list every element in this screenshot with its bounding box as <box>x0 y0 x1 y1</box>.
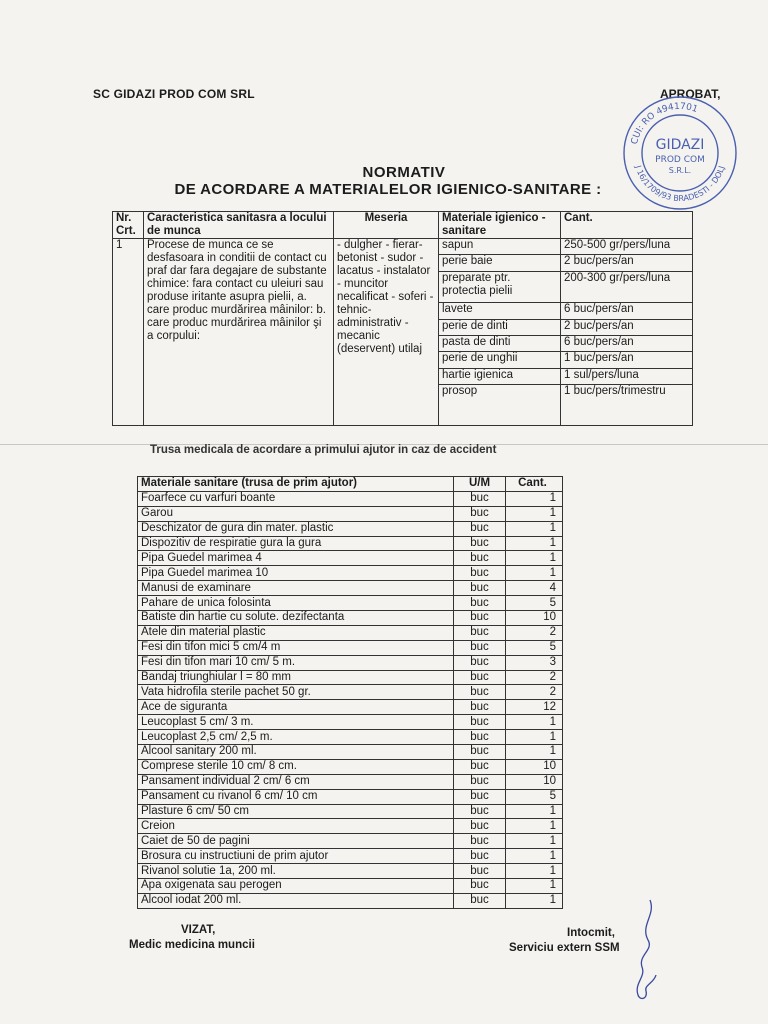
um-cell: buc <box>454 730 506 745</box>
trusa-table <box>137 476 563 909</box>
material-cell: Alcool iodat 200 ml. <box>138 893 454 908</box>
cant-cell: 2 <box>506 685 563 700</box>
material-cell: Leucoplast 5 cm/ 3 m. <box>138 715 454 730</box>
cant-cell: 10 <box>506 774 563 789</box>
cant-cell: 12 <box>506 700 563 715</box>
cant-cell: 1 <box>506 819 563 834</box>
cant-cell: 5 <box>506 789 563 804</box>
row-meseria: - dulgher - fierar-betonist - sudor - lacatus - instalator - muncitor necalificat - soferi - tehnic-administrativ - mecanic (deservent) utilaj <box>334 239 439 426</box>
intocmit-label: Intocmit, <box>567 927 615 939</box>
table-row <box>138 879 563 894</box>
cant-cell: 1 <box>506 536 563 551</box>
um-cell: buc <box>454 521 506 536</box>
material-cell: Pansament cu rivanol 6 cm/ 10 cm <box>138 789 454 804</box>
material-cell: Pansament individual 2 cm/ 6 cm <box>138 774 454 789</box>
material-cell: Fesi din tifon mici 5 cm/4 m <box>138 640 454 655</box>
cant-cell: 1 <box>506 745 563 760</box>
cant-cell: 1 buc/pers/trimestru <box>561 385 693 426</box>
material-cell: Comprese sterile 10 cm/ 8 cm. <box>138 759 454 774</box>
material-cell: Pipa Guedel marimea 4 <box>138 551 454 566</box>
cant-cell: 5 <box>506 596 563 611</box>
stamp-text-bottom: J 16/1709/93 BRADESTI - DOLJ <box>633 164 727 204</box>
cant-cell: 1 <box>506 834 563 849</box>
table-row <box>138 745 563 760</box>
cant-cell: 2 <box>506 625 563 640</box>
stamp-text-top: CUI: RO 4941701 <box>629 101 699 146</box>
cant-cell: 6 buc/pers/an <box>561 335 693 351</box>
trusa-header-row <box>138 477 563 492</box>
cant-cell: 1 <box>506 864 563 879</box>
header-nr: Nr. Crt. <box>113 212 144 239</box>
material-cell: Vata hidrofila sterile pachet 50 gr. <box>138 685 454 700</box>
table-row <box>138 730 563 745</box>
table-row <box>138 670 563 685</box>
header-material: Materiale sanitare (trusa de prim ajutor) <box>138 477 454 492</box>
material-cell: Pahare de unica folosinta <box>138 596 454 611</box>
serviciu-label: Serviciu extern SSM <box>509 942 620 954</box>
cant-cell: 200-300 gr/pers/luna <box>561 271 693 303</box>
cant-cell: 1 <box>506 730 563 745</box>
normativ-table <box>112 211 693 426</box>
cant-cell: 1 <box>506 715 563 730</box>
table-row <box>138 551 563 566</box>
stamp-line2: PROD COM <box>655 155 705 165</box>
table-row <box>138 596 563 611</box>
um-cell: buc <box>454 789 506 804</box>
cant-cell: 1 sul/pers/luna <box>561 368 693 384</box>
row-nr: 1 <box>113 239 144 426</box>
table-row <box>138 655 563 670</box>
cant-cell: 3 <box>506 655 563 670</box>
material-cell: Plasture 6 cm/ 50 cm <box>138 804 454 819</box>
material-cell: Foarfece cu varfuri boante <box>138 491 454 506</box>
medic-label: Medic medicina muncii <box>129 939 255 951</box>
material-cell: Deschizator de gura din mater. plastic <box>138 521 454 536</box>
cant-cell: 1 buc/pers/an <box>561 352 693 368</box>
um-cell: buc <box>454 611 506 626</box>
material-cell: Brosura cu instructiuni de prim ajutor <box>138 849 454 864</box>
cant-cell: 6 buc/pers/an <box>561 303 693 319</box>
um-cell: buc <box>454 715 506 730</box>
material-cell: preparate ptr. protectia pielii <box>439 271 561 303</box>
um-cell: buc <box>454 581 506 596</box>
header-cant: Cant. <box>506 477 563 492</box>
um-cell: buc <box>454 819 506 834</box>
material-cell: perie de dinti <box>439 319 561 335</box>
um-cell: buc <box>454 491 506 506</box>
table-row <box>138 759 563 774</box>
table-row <box>138 715 563 730</box>
trusa-body <box>138 491 563 908</box>
material-cell: lavete <box>439 303 561 319</box>
table-row <box>138 491 563 506</box>
um-cell: buc <box>454 685 506 700</box>
document-subtitle: DE ACORDARE A MATERIALELOR IGIENICO-SANITARE : <box>174 181 602 198</box>
table-row <box>138 893 563 908</box>
um-cell: buc <box>454 804 506 819</box>
cant-cell: 1 <box>506 879 563 894</box>
table-row <box>138 640 563 655</box>
material-cell: Garou <box>138 506 454 521</box>
table-row <box>138 581 563 596</box>
um-cell: buc <box>454 759 506 774</box>
handwritten-signature <box>620 895 670 1005</box>
material-cell: Caiet de 50 de pagini <box>138 834 454 849</box>
stamp-line3: S.R.L. <box>668 166 692 175</box>
normativ-header-row <box>113 212 693 239</box>
material-cell: Rivanol solutie 1a, 200 ml. <box>138 864 454 879</box>
table-row <box>138 834 563 849</box>
table-row <box>138 789 563 804</box>
material-cell: Atele din material plastic <box>138 625 454 640</box>
material-cell: perie de unghii <box>439 352 561 368</box>
cant-cell: 2 buc/pers/an <box>561 319 693 335</box>
um-cell: buc <box>454 774 506 789</box>
um-cell: buc <box>454 745 506 760</box>
um-cell: buc <box>454 655 506 670</box>
material-cell: Creion <box>138 819 454 834</box>
cant-cell: 2 <box>506 670 563 685</box>
um-cell: buc <box>454 849 506 864</box>
cant-cell: 1 <box>506 506 563 521</box>
cant-cell: 1 <box>506 521 563 536</box>
cant-cell: 1 <box>506 849 563 864</box>
header-cant: Cant. <box>561 212 693 239</box>
cant-cell: 250-500 gr/pers/luna <box>561 239 693 255</box>
cant-cell: 1 <box>506 804 563 819</box>
um-cell: buc <box>454 536 506 551</box>
stamp-name: GIDAZI <box>655 137 705 153</box>
table-row <box>138 506 563 521</box>
trusa-title: Trusa medicala de acordare a primului ajutor in caz de accident <box>150 444 497 456</box>
material-cell: hartie igienica <box>439 368 561 384</box>
table-row <box>138 685 563 700</box>
um-cell: buc <box>454 596 506 611</box>
row-caracteristica: Procese de munca ce se desfasoara in conditii de contact cu praf dar fara degajare de substante chimice: fara contact cu uleiuri sau produse iritante asupra pielii, a. care produc murdărirea mâinilor: b. care produc murdărirea mâinilor şi a corpului: <box>144 239 334 426</box>
document-title: NORMATIV <box>362 164 446 181</box>
table-row <box>138 521 563 536</box>
table-row <box>138 804 563 819</box>
table-row <box>138 566 563 581</box>
table-row <box>138 700 563 715</box>
cant-cell: 10 <box>506 759 563 774</box>
cant-cell: 1 <box>506 893 563 908</box>
approved-label: APROBAT, <box>660 87 721 101</box>
um-cell: buc <box>454 893 506 908</box>
material-cell: perie baie <box>439 255 561 271</box>
table-row <box>138 625 563 640</box>
material-cell: prosop <box>439 385 561 426</box>
material-cell: Manusi de examinare <box>138 581 454 596</box>
material-cell: Dispozitiv de respiratie gura la gura <box>138 536 454 551</box>
material-cell: Fesi din tifon mari 10 cm/ 5 m. <box>138 655 454 670</box>
table-row <box>138 611 563 626</box>
um-cell: buc <box>454 640 506 655</box>
cant-cell: 5 <box>506 640 563 655</box>
header-materiale: Materiale igienico - sanitare <box>439 212 561 239</box>
material-cell: Apa oxigenata sau perogen <box>138 879 454 894</box>
um-cell: buc <box>454 700 506 715</box>
cant-cell: 1 <box>506 491 563 506</box>
table-row <box>138 849 563 864</box>
material-cell: Batiste din hartie cu solute. dezifectanta <box>138 611 454 626</box>
um-cell: buc <box>454 670 506 685</box>
cant-cell: 4 <box>506 581 563 596</box>
material-cell: Pipa Guedel marimea 10 <box>138 566 454 581</box>
um-cell: buc <box>454 864 506 879</box>
table-row <box>138 819 563 834</box>
table-row <box>138 864 563 879</box>
cant-cell: 10 <box>506 611 563 626</box>
vizat-label: VIZAT, <box>181 924 216 936</box>
normativ-row <box>113 239 693 255</box>
um-cell: buc <box>454 551 506 566</box>
material-cell: Ace de siguranta <box>138 700 454 715</box>
material-cell: pasta de dinti <box>439 335 561 351</box>
table-row <box>138 774 563 789</box>
header-caracteristica: Caracteristica sanitasra a locului de munca <box>144 212 334 239</box>
material-cell: Leucoplast 2,5 cm/ 2,5 m. <box>138 730 454 745</box>
header-um: U/M <box>454 477 506 492</box>
um-cell: buc <box>454 625 506 640</box>
cant-cell: 1 <box>506 566 563 581</box>
um-cell: buc <box>454 834 506 849</box>
material-cell: Alcool sanitary 200 ml. <box>138 745 454 760</box>
company-name: SC GIDAZI PROD COM SRL <box>93 87 255 101</box>
cant-cell: 1 <box>506 551 563 566</box>
material-cell: sapun <box>439 239 561 255</box>
cant-cell: 2 buc/pers/an <box>561 255 693 271</box>
header-meseria: Meseria <box>334 212 439 239</box>
table-row <box>138 536 563 551</box>
material-cell: Bandaj triunghiular l = 80 mm <box>138 670 454 685</box>
um-cell: buc <box>454 879 506 894</box>
um-cell: buc <box>454 566 506 581</box>
um-cell: buc <box>454 506 506 521</box>
